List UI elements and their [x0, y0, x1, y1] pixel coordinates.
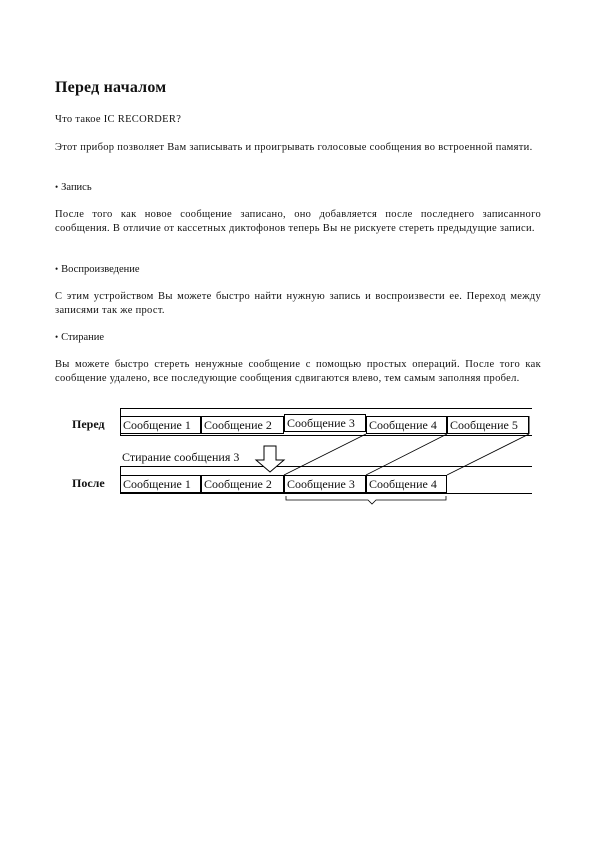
bullet-icon: • — [55, 264, 59, 274]
section-heading-playback: Воспроизведение — [61, 264, 140, 275]
section-text-playback: С этим устройством Вы можете быстро найти нужную запись и воспроизвести ее. Переход между записями так же прост. — [55, 291, 541, 316]
shifted-brace — [286, 496, 446, 504]
bullet-playback — [55, 263, 140, 277]
erase-diagram — [50, 408, 542, 512]
section-heading-recording: Запись — [61, 182, 92, 193]
after-label: После — [72, 476, 105, 490]
down-arrow-icon — [256, 446, 284, 472]
after-message-3: Сообщение 3 — [284, 475, 366, 493]
after-message-1: Сообщение 1 — [120, 475, 201, 493]
section-text-erase: Вы можете быстро стереть ненужные сообщение с помощью простых операций. После того как сообщение удалено, все последующие сообщения сдвигаются влево, тем самым заполняя пробел. — [55, 359, 541, 384]
intro-text: Этот прибор позволяет Вам записывать и проигрывать голосовые сообщения во встроенной памяти. — [55, 142, 533, 153]
intro-question: Что такое IC RECORDER? — [55, 114, 182, 125]
before-message-1: Сообщение 1 — [120, 416, 201, 434]
diagram-connectors — [50, 408, 542, 512]
after-message-4: Сообщение 4 — [366, 475, 447, 493]
bullet-erase — [55, 331, 104, 345]
after-message-2: Сообщение 2 — [201, 475, 284, 493]
section-text-recording: После того как новое сообщение записано, оно добавляется после последнего записанного сообщения. В отличие от кассетных диктофонов теперь Вы не рискуете стереть предыдущие записи. — [55, 209, 541, 234]
bullet-recording — [55, 181, 92, 195]
before-message-4: Сообщение 4 — [366, 416, 447, 434]
shift-line-4-to-3 — [284, 434, 366, 475]
before-message-2: Сообщение 2 — [201, 416, 284, 434]
page-title: Перед началом — [55, 79, 167, 96]
bullet-icon: • — [55, 182, 59, 192]
shift-line-5-to-4 — [366, 434, 447, 475]
before-message-5: Сообщение 5 — [447, 416, 529, 434]
before-message-3: Сообщение 3 — [284, 414, 366, 432]
section-heading-erase: Стирание — [61, 332, 105, 343]
shift-line-end — [447, 434, 529, 475]
bullet-icon: • — [55, 332, 59, 342]
erase-caption: Стирание сообщения 3 — [122, 450, 240, 464]
before-label: Перед — [72, 417, 105, 431]
